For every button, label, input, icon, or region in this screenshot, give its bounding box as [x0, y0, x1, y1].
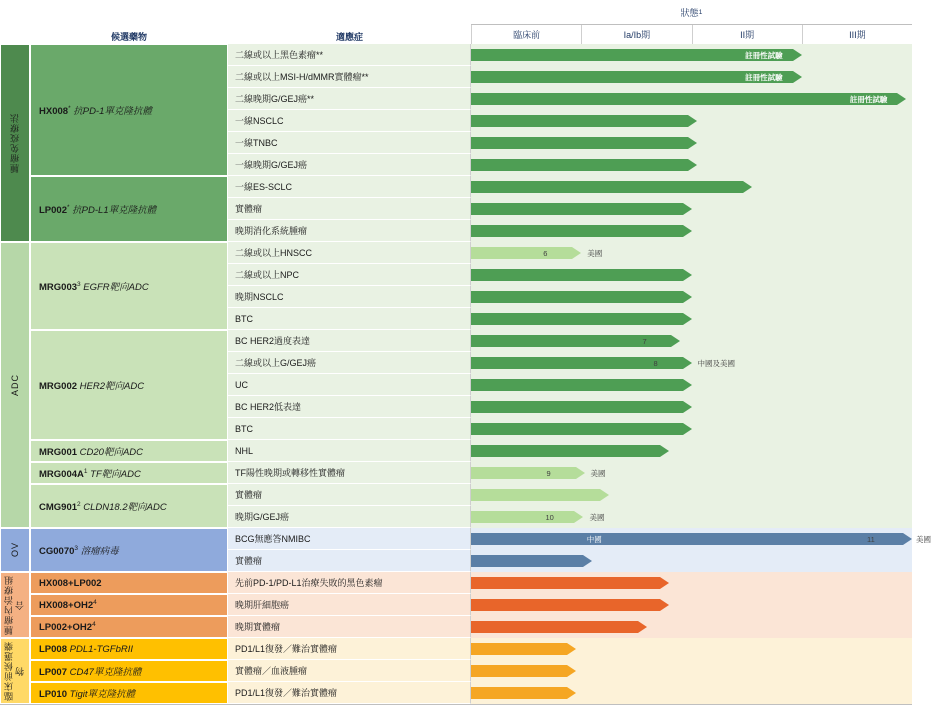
bar [471, 533, 912, 545]
bar-body [471, 533, 903, 545]
indication-row: BC HER2低表達 [228, 396, 471, 418]
bar-cell [471, 616, 912, 638]
bar-cell [471, 594, 912, 616]
group-0 [0, 44, 30, 242]
bar-body [471, 93, 897, 105]
bar-region-label: 中國及美國 [697, 358, 735, 368]
drug-name: LP002+OH2 [39, 622, 93, 634]
drug-target: CD47單克隆抗體 [69, 667, 142, 678]
bar-cell [471, 506, 912, 528]
status-header: 狀態 1 [471, 0, 912, 25]
bar-body [471, 577, 660, 589]
group-3 [0, 572, 30, 638]
drug-target: PDL1-TGFbRII [69, 643, 133, 655]
indication-row: NHL [228, 440, 471, 462]
bar-cell [471, 176, 912, 198]
indication-row: 二線或以上HNSCC [228, 242, 471, 264]
indication-row: 一線TNBC [228, 132, 471, 154]
bar-arrow [903, 533, 912, 545]
bar-region-label: 美國 [916, 534, 931, 544]
group-1 [0, 242, 30, 528]
bar-cell [471, 132, 912, 154]
bar-footnote: 9 [546, 468, 551, 478]
bar-footnote: 11 [867, 534, 875, 544]
pivotal-trial-badge: 註冊性試驗 [849, 94, 888, 104]
bar-region-label: 美國 [590, 468, 606, 478]
drug-target: HER2靶向ADC [79, 381, 145, 392]
bar-arrow [683, 225, 692, 237]
bar [471, 401, 692, 413]
drug-name: HX008 [39, 106, 69, 117]
bar-body [471, 137, 688, 149]
indication-header: 適應症 [335, 31, 363, 42]
bar-body [471, 225, 683, 237]
phase-header-3: III期 [802, 25, 912, 44]
drug-target: CLDN18.2靶向ADC [83, 502, 167, 513]
drug-target: 抗PD-L1單克隆抗體 [72, 205, 157, 216]
bar-cell [471, 418, 912, 440]
bar-body [471, 379, 683, 391]
group-label: 腫瘤免疫療法 [9, 113, 20, 173]
indication-row: 二線或以上NPC [228, 264, 471, 286]
drug-footnote-marker: * [67, 203, 70, 211]
bar-cell [471, 154, 912, 176]
bar [471, 291, 692, 303]
bar-body [471, 115, 688, 127]
indication-row: 晚期消化系統腫瘤 [228, 220, 471, 242]
drug-block-hx008-oh2 [30, 594, 228, 616]
bar-region-label: 美國 [589, 512, 605, 522]
bar [471, 445, 669, 457]
bar-arrow [576, 467, 585, 479]
bar-cell [471, 198, 912, 220]
drug-name: HX008+LP002 [39, 577, 102, 589]
bar-arrow [683, 379, 692, 391]
bar-body [471, 313, 683, 325]
indication-row: BC HER2過度表達 [228, 330, 471, 352]
indication-row: 二線或以上G/GEJ癌 [228, 352, 471, 374]
drug-footnote-marker: 3 [74, 544, 79, 552]
bar-arrow [567, 687, 576, 699]
bar-arrow [638, 621, 647, 633]
indication-row: 二線或以上黑色素瘤** [228, 44, 471, 66]
bar [471, 269, 692, 281]
bar-arrow [683, 269, 692, 281]
indication-row: 一線ES-SCLC [228, 176, 471, 198]
indication-row: 二線晚期G/GEJ癌** [228, 88, 471, 110]
drug-footnote-marker: 2 [77, 500, 81, 508]
bar [471, 467, 585, 479]
bar-body [471, 423, 683, 435]
indication-row: 晚期NSCLC [228, 286, 471, 308]
drug-name: CG0070 [39, 546, 75, 557]
group-label: 腫瘤內治療組合 [4, 575, 25, 635]
bar-cell [471, 330, 912, 352]
drug-target: 抗PD-1單克隆抗體 [73, 106, 152, 117]
drug-block-hx008-lp002 [30, 572, 228, 594]
drug-target: Tigit單克隆抗體 [69, 689, 136, 700]
group-label: OV [9, 542, 20, 558]
bar [471, 555, 592, 567]
drug-block-cmg901 [30, 484, 228, 528]
drug-name: LP010 [39, 689, 67, 700]
indication-row: 晚期G/GEJ癌 [228, 506, 471, 528]
bar-cell [471, 396, 912, 418]
bar-arrow [567, 665, 576, 677]
indication-row: 一線晚期G/GEJ癌 [228, 154, 471, 176]
bar-cell [471, 352, 912, 374]
drug-name: CMG901 [39, 502, 78, 513]
bar-body [471, 555, 583, 567]
bar-footnote: 10 [545, 512, 554, 522]
bar-body [471, 665, 567, 677]
bar-cell [471, 264, 912, 286]
bar-cell [471, 242, 912, 264]
bar-arrow [671, 335, 680, 347]
drug-footnote-marker: 3 [77, 280, 81, 288]
indication-row: BTC [228, 308, 471, 330]
bar-body [471, 247, 572, 259]
bar [471, 313, 692, 325]
indication-row: 實體瘤 [228, 198, 471, 220]
drug-block-lp002 [30, 176, 228, 242]
drug-footnote-marker: 4 [92, 620, 96, 628]
bar-cell [471, 660, 912, 682]
group-2 [0, 528, 30, 572]
group-4 [0, 638, 30, 704]
indication-row: 實體瘤／血液腫瘤 [228, 660, 471, 682]
bar-body [471, 621, 638, 633]
bar-cell [471, 440, 912, 462]
bar [471, 203, 692, 215]
bar [471, 511, 583, 523]
indication-row: UC [228, 374, 471, 396]
bar [471, 159, 697, 171]
bar-arrow [660, 599, 669, 611]
indication-row: BCG無應答NMIBC [228, 528, 471, 550]
phase-header-1: Ia/Ib期 [581, 25, 691, 44]
bar-body [471, 489, 600, 501]
drug-name: MRG004A [39, 469, 84, 480]
drug-footnote-marker: 4 [93, 598, 97, 606]
bar-cell [471, 462, 912, 484]
bar-arrow [743, 181, 752, 193]
drug-name: LP002 [39, 205, 67, 216]
drug-name: LP008 [39, 643, 67, 655]
bar-cell [471, 638, 912, 660]
drug-name: LP007 [39, 667, 67, 678]
indication-row: PD1/L1復發／難治實體瘤 [228, 638, 471, 660]
pivotal-trial-badge: 註冊性試驗 [745, 72, 783, 82]
bar [471, 643, 576, 655]
bar-cell [471, 44, 912, 66]
bar-cell [471, 66, 912, 88]
phase-header-2: II期 [692, 25, 802, 44]
bar [471, 225, 692, 237]
bar-body [471, 357, 683, 369]
bar [471, 665, 576, 677]
bar-body [471, 687, 567, 699]
bar [471, 489, 609, 501]
bar-region-inline: 中國 [586, 534, 602, 544]
drug-name: MRG003 [39, 282, 78, 293]
table-bottom-border [0, 704, 912, 705]
drug-name: HX008+OH2 [39, 600, 94, 612]
drug-target: TF靶向ADC [90, 469, 141, 480]
bar-cell [471, 308, 912, 330]
bar-arrow [688, 115, 697, 127]
drug-target: 溶瘤病毒 [80, 546, 119, 557]
bar-cell [471, 550, 912, 572]
bar-arrow [600, 489, 609, 501]
bar-arrow [688, 159, 697, 171]
bar-body [471, 643, 567, 655]
bar [471, 379, 692, 391]
drug-block-hx008 [30, 44, 228, 176]
indication-row: PD1/L1復發／難治實體瘤 [228, 682, 471, 704]
bar [471, 599, 669, 611]
bar [471, 247, 581, 259]
drug-target: CD20靶向ADC [79, 447, 144, 458]
bar-footnote: 8 [653, 358, 658, 368]
bar-cell [471, 484, 912, 506]
bar-body [471, 511, 574, 523]
candidate-header: 候選藥物 [110, 31, 147, 42]
bar-cell [471, 220, 912, 242]
bar-arrow [683, 313, 692, 325]
group-label: 臨床前候選藥物 [4, 641, 25, 701]
bar [471, 181, 752, 193]
group-label: ADC [9, 373, 20, 396]
bar-arrow [688, 137, 697, 149]
drug-footnote-marker: * [68, 104, 71, 112]
bar-body [471, 159, 688, 171]
bar-arrow [660, 445, 669, 457]
bar-body [471, 291, 683, 303]
drug-block-lp007 [30, 660, 228, 682]
drug-name: MRG001 [39, 447, 78, 458]
indication-row: TF陽性晚期或轉移性實體瘤 [228, 462, 471, 484]
bar-arrow [683, 423, 692, 435]
indication-row: 晚期肝細胞癌 [228, 594, 471, 616]
drug-block-mrg003 [30, 242, 228, 330]
bar-body [471, 445, 660, 457]
bar-cell [471, 572, 912, 594]
bar-cell [471, 110, 912, 132]
bar-body [471, 181, 743, 193]
phase-header-0: 臨床前 [471, 25, 581, 44]
indication-row: 二線或以上MSI-H/dMMR實體瘤** [228, 66, 471, 88]
bar-arrow [683, 401, 692, 413]
indication-row: 一線NSCLC [228, 110, 471, 132]
indication-row: 實體瘤 [228, 484, 471, 506]
bar [471, 423, 692, 435]
drug-block-lp010 [30, 682, 228, 704]
bar-body [471, 599, 660, 611]
bar [471, 687, 576, 699]
bar-arrow [574, 511, 583, 523]
bar [471, 621, 647, 633]
bar-cell [471, 286, 912, 308]
indication-row: BTC [228, 418, 471, 440]
bar-cell [471, 682, 912, 704]
bar [471, 137, 697, 149]
indication-row: 晚期實體瘤 [228, 616, 471, 638]
drug-target: EGFR靶向ADC [83, 282, 149, 293]
bar-body [471, 335, 671, 347]
drug-block-mrg004a [30, 462, 228, 484]
drug-block-mrg002 [30, 330, 228, 440]
drug-block-lp008 [30, 638, 228, 660]
bar-arrow [683, 357, 692, 369]
bar-arrow [660, 577, 669, 589]
pivotal-trial-badge: 註冊性試驗 [745, 50, 783, 60]
bar-cell [471, 374, 912, 396]
drug-block-mrg001 [30, 440, 228, 462]
drug-name: MRG002 [39, 381, 78, 392]
bar-arrow [683, 291, 692, 303]
indication-row: 先前PD-1/PD-L1治療失敗的黑色素瘤 [228, 572, 471, 594]
bar-body [471, 401, 683, 413]
bar-cell [471, 528, 931, 550]
bar-footnote: 6 [543, 248, 548, 258]
bar-body [471, 269, 683, 281]
bar-body [471, 467, 576, 479]
bar-arrow [583, 555, 592, 567]
drug-footnote-marker: 1 [83, 467, 88, 475]
bar-footnote: 7 [642, 336, 647, 346]
bar-arrow [572, 247, 581, 259]
bar-arrow [567, 643, 576, 655]
bar-cell [471, 88, 912, 110]
drug-block-lp002-oh2 [30, 616, 228, 638]
bar-body [471, 203, 683, 215]
bar [471, 115, 697, 127]
bar-region-label: 美國 [587, 248, 603, 258]
indication-row: 實體瘤 [228, 550, 471, 572]
bar [471, 577, 669, 589]
drug-block-cg0070 [30, 528, 228, 572]
bar-arrow [683, 203, 692, 215]
